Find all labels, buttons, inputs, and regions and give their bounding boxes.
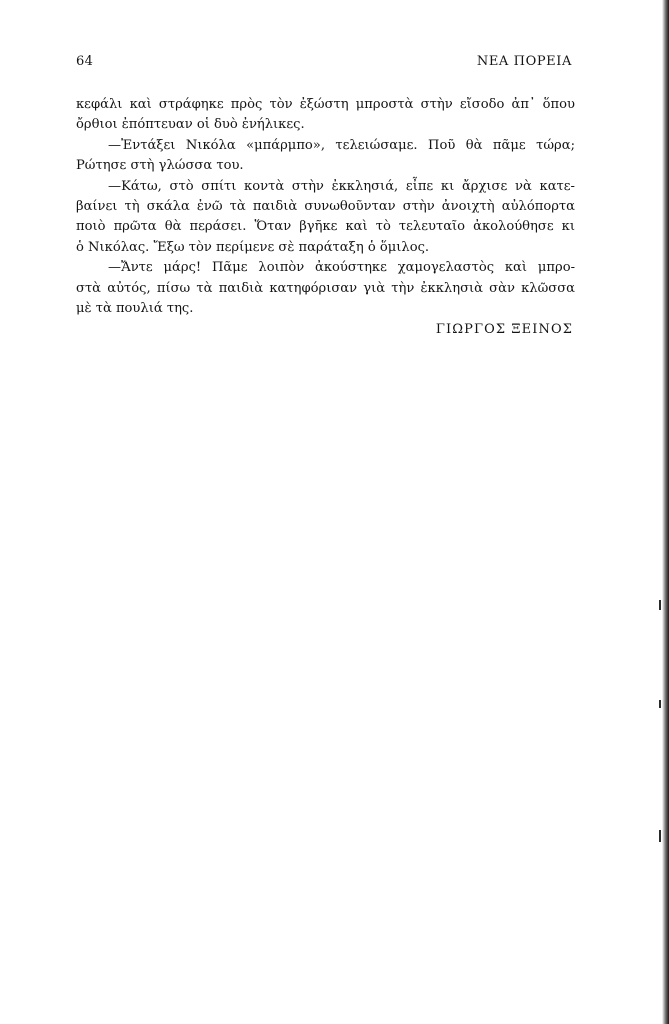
running-title: ΝΕΑ ΠΟΡΕΙΑ	[476, 54, 572, 69]
author-signature: ΓΙΩΡΓΟΣ ΞΕΙΝΟΣ	[435, 322, 573, 337]
page-edge-mark	[659, 700, 661, 708]
text-line: —Κάτω, στὸ σπίτι κοντὰ στὴν ἐκκλησιά, εἶπε κι ἄρχισε νὰ κατε-	[108, 178, 575, 194]
text-line: —Ἐντάξει Νικόλα «μπάρμπο», τελειώσαμε. Ποῦ θὰ πᾶμε τώρα;	[108, 137, 575, 153]
text-line: βαίνει τὴ σκάλα ἐνῶ τὰ παιδιὰ συνωθοῦνταν στὴν ἀνοιχτὴ αὐλόπορτα	[76, 199, 575, 215]
page-edge-mark	[659, 830, 661, 842]
text-line: —Ἄντε μάρς! Πᾶμε λοιπὸν ἀκούστηκε χαμογελαστὸς καὶ μπρο-	[108, 260, 575, 276]
text-line: στὰ αὐτός, πίσω τὰ παιδιὰ κατηφόρισαν γιὰ τὴν ἐκκλησιὰ σὰν κλῶσσα	[76, 280, 575, 296]
text-line: ὁ Νικόλας. Ἔξω τὸν περίμενε σὲ παράταξη ὁ ὅμιλος.	[76, 239, 430, 255]
text-line: κεφάλι καὶ στράφηκε πρὸς τὸν ἐξώστη μπροστὰ στὴν εἴσοδο ἀπ᾽ ὅπου	[76, 97, 575, 112]
page-header	[76, 54, 572, 74]
page-edge-shadow	[662, 0, 669, 1024]
page-number: 64	[76, 54, 94, 69]
text-line: Ρώτησε στὴ γλώσσα του.	[76, 158, 244, 174]
text-line: ποιὸ πρῶτα θὰ περάσει. Ὅταν βγῆκε καὶ τὸ τελευταῖο ἀκολούθησε κι	[76, 219, 575, 235]
page-edge-mark	[659, 600, 661, 610]
story-text	[76, 95, 575, 319]
text-line: ὄρθιοι ἐπόπτευαν οἱ δυὸ ἐνήλικες.	[76, 117, 305, 133]
text-line: μὲ τὰ πουλιά της.	[76, 301, 194, 317]
